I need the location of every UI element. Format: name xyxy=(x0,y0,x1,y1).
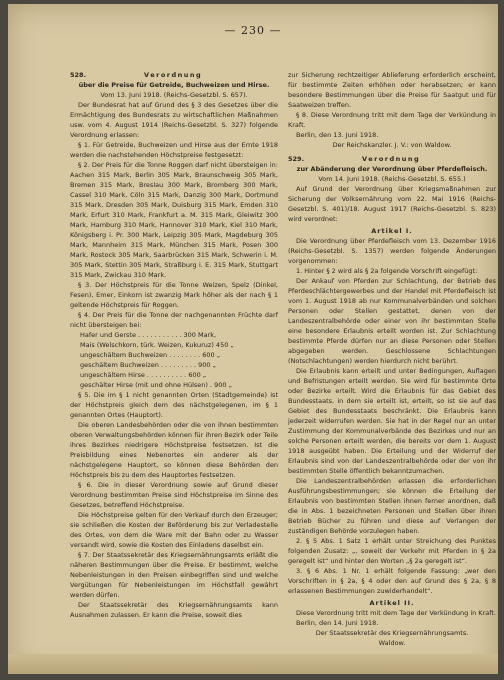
place-date: Berlin, den 13. Juni 1918. xyxy=(296,131,379,139)
place-date: Berlin, den 14. Juni 1918. xyxy=(296,619,379,627)
paragraph: Die Höchstpreise gelten für den Verkauf durch den Erzeuger; sie schließen die Kosten der Beförderung bis zur Verladestelle des Ortes, von dem die Ware mit der Bahn oder zu Wasser versandt wird, sowie die Kosten des Einladens daselbst ein. xyxy=(70,511,278,549)
paragraph: § 6. Die in dieser Verordnung sowie auf Grund dieser Verordnung bestimmten Preise sind Höchstpreise im Sinne des Gesetzes, betreffend Höchstpreise. xyxy=(70,481,278,509)
price-item: geschälter Hirse (mit und ohne Hülsen) . 900 „ xyxy=(80,381,232,389)
article-heading: Artikel II. xyxy=(369,599,415,607)
paragraph: Der Staatssekretär des Kriegsernährungsamts kann Ausnahmen zulassen. Er kann die Preise, soweit dies xyxy=(70,601,278,619)
ordinance-number: 528. xyxy=(70,71,87,79)
article-heading: Artikel I. xyxy=(371,227,413,235)
price-item: geschältem Buchweizen . . . . . . . . . 900 „ xyxy=(80,361,216,369)
paragraph: Die Landeszentralbehörden erlassen die erforderlichen Ausführungsbestimmungen; sie können die Erteilung der Erlaubnis von bestimmten Stellen ihnen ferner anordnen, daß die in Abs. 1 bezeichneten Personen und Stellen über ihren Betrieb Bücher zu führen und diese auf Verlangen der zuständigen Behörde vorzulegen haben. xyxy=(288,477,496,535)
page xyxy=(8,4,498,674)
ordinance-date: Vom 14. Juni 1918. (Reichs-Gesetzbl. S. 655.) xyxy=(318,175,466,183)
paragraph: § 2. Der Preis für die Tonne Roggen darf nicht übersteigen in: Aachen 315 Mark, Berlin 305 Mark, Braunschweig 305 Mark, Bremen 315 Mark, Breslau 300 Mark, Bromberg 300 Mark, Cassel 310 Mark, Cöln 315 Mark, Danzig 300 Mark, Dortmund 315 Mark, Dresden 305 Mark, Duisburg 315 Mark, Emden 310 Mark, Erfurt 310 Mark, Frankfurt a. M. 315 Mark, Gleiwitz 300 Mark, Hamburg 310 Mark, Hannover 310 Mark, Kiel 310 Mark, Königsberg i. Pr. 300 Mark, Leipzig 305 Mark, Magdeburg 305 Mark, Mannheim 315 Mark, München 315 Mark, Posen 300 Mark, Rostock 305 Mark, Saarbrücken 315 Mark, Schwerin i. M. 305 Mark, Stettin 305 Mark, Straßburg i. E. 315 Mark, Stuttgart 315 Mark, Zwickau 310 Mark. xyxy=(70,161,278,279)
ordinance-heading: Verordnung xyxy=(144,71,203,79)
price-item: Hafer und Gerste . . . . . . . . . . . 300 Mark, xyxy=(80,331,217,339)
page-bottom-edge xyxy=(8,654,498,674)
price-item: Mais (Welschkorn, türk. Weizen, Kukuruz) 450 „ xyxy=(80,341,234,349)
paragraph: Auf Grund der Verordnung über Kriegsmaßnahmen zur Sicherung der Volksernährung vom 22. Mai 1916 (Reichs-Gesetzbl. S. 401)/18. August 1917 (Reichs-Gesetzbl. S. 823) wird verordnet: xyxy=(288,185,496,223)
paragraph: Die Erlaubnis kann erteilt und unter Bedingungen, Auflagen und Befristungen erteilt werden. Sie wird für bestimmte Orte oder Bezirke erteilt. Wird die Erlaubnis für das Gebiet des Bundesstaats, in dem sie erteilt ist, erteilt, so ist sie auf das Gebiet des Bundesstaats beschränkt. Die Erlaubnis kann jederzeit widerrufen werden. Sie hat in der Regel nur an unter Zustimmung der Kommunalverbände des Bezirkes und nur an solche Personen erteilt werden, die bereits vor dem 1. August 1918 ausgeübt haben. Die Erteilung und der Widerruf der Erlaubnis sind von der Landeszentralbehörde oder der von ihr bestimmten Stelle öffentlich bekanntzumachen. xyxy=(288,367,496,475)
paragraph: § 5. Die im § 1 nicht genannten Orten (Stadtgemeinde) ist der Höchstpreis gleich dem des nächstgelegenen, im § 1 genannten Ortes (Hauptort). xyxy=(70,391,278,419)
signature: Der Staatssekretär des Kriegsernährungsamts. xyxy=(315,629,469,637)
price-item: ungeschältem Buchweizen . . . . . . . . 600 „ xyxy=(80,351,221,359)
ordinance-date: Vom 13. Juni 1918. (Reichs-Gesetzbl. S. 657). xyxy=(100,91,248,99)
paragraph: Diese Verordnung tritt mit dem Tage der Verkündung in Kraft. xyxy=(296,609,497,617)
ordinance-number: 529. xyxy=(288,155,305,163)
paragraph: Die Verordnung über Pferdefleisch vom 13. Dezember 1916 (Reichs-Gesetzbl. S. 1357) werden folgende Änderungen vorgenommen: xyxy=(288,237,496,265)
signature-name: Waldow. xyxy=(378,639,406,647)
signature: Der Reichskanzler. J. V.: von Waldow. xyxy=(332,141,452,149)
paragraph: § 1. Für Getreide, Buchweizen und Hirse aus der Ernte 1918 werden die nachstehenden Höchstpreise festgesetzt: xyxy=(70,141,278,159)
paragraph: § 8. Diese Verordnung tritt mit dem Tage der Verkündung in Kraft. xyxy=(288,111,496,129)
paragraph: 3. § 6 Abs. 1 Nr. 1 erhält folgende Fassung: „wer den Vorschriften in § 2a, § 4 oder den auf Grund des § 2a, § 8 erlassenen Bestimmungen zuwiderhandelt“. xyxy=(288,567,496,595)
paragraph: 2. § 5 Abs. 1 Satz 1 erhält unter Streichung des Punktes folgenden Zusatz: „, soweit der Verkehr mit Pferden in § 2a geregelt ist“ und hinter den Worten „§ 2a geregelt ist“. xyxy=(288,537,496,565)
paragraph: § 7. Der Staatssekretär des Kriegsernährungsamts erläßt die näheren Bestimmungen über die Preise. Er bestimmt, welche Nebenleistungen in den Preisen einbegriffen sind und welche Vergütungen für Nebenleistungen im Höchstfall gewährt werden dürfen. xyxy=(70,551,278,599)
paragraph: § 4. Der Preis für die Tonne der nachgenannten Früchte darf nicht übersteigen bei: xyxy=(70,311,278,329)
ordinance-subtitle: über die Preise für Getreide, Buchweizen und Hirse. xyxy=(78,81,270,89)
left-column xyxy=(70,70,278,620)
paragraph: zur Sicherung rechtzeitiger Ablieferung erforderlich erscheint, für bestimmte Zeiten erhöhen oder herabsetzen; er kann besondere Bestimmungen über die Preise für Saatgut und für Saatweizen treffen. xyxy=(288,71,496,109)
ordinance-heading: Verordnung xyxy=(362,155,421,163)
price-item: ungeschältem Hirse . . . . . . . . . . 600 „ xyxy=(80,371,207,379)
right-column xyxy=(288,70,496,648)
paragraph: Der Ankauf von Pferden zur Schlachtung, der Betrieb des Pferdeschlächtergewerbes und der Handel mit Pferdefleisch ist vom 1. August 1918 ab nur Kommunalverbänden und solchen Personen oder Stellen gestattet, denen von der Landeszentralbehörde oder einer von ihr bestimmten Stelle eine besondere Erlaubnis erteilt worden ist. Zur Schlachtung bestimmte Pferde dürfen nur an diese Personen oder Stellen abgegeben werden. Geschlossene Schlachtungen (Notschlachtungen) werden hierdurch nicht berührt. xyxy=(288,277,496,365)
paragraph: § 3. Der Höchstpreis für die Tonne Weizen, Spelz (Dinkel, Fesen), Emer, Einkorn ist zwanzig Mark höher als der nach § 1 geltende Höchstpreis für Roggen. xyxy=(70,281,278,309)
ordinance-subtitle: zur Abänderung der Verordnung über Pferdefleisch. xyxy=(296,165,488,173)
page-number: — 230 — xyxy=(224,24,282,37)
paragraph: Die oberen Landesbehörden oder die von ihnen bestimmten oberen Verwaltungsbehörden können für ihren Bezirk oder Teile ihres Bezirkes niedrigere Höchstpreise festsetzen. Ist die Preisbildung eines Nebenortes ein anderer als der nächstgelegene Hauptort, so können diese Behörden den Höchstpreis bis zu dem des Hauptortes festsetzen. xyxy=(70,421,278,479)
paragraph: 1. Hinter § 2 wird als § 2a folgende Vorschrift eingefügt: xyxy=(296,267,478,275)
paragraph: Der Bundesrat hat auf Grund des § 3 des Gesetzes über die Ermächtigung des Bundesrats zu wirtschaftlichen Maßnahmen usw. vom 4. August 1914 (Reichs-Gesetzbl. S. 327) folgende Verordnung erlassen: xyxy=(70,101,278,139)
